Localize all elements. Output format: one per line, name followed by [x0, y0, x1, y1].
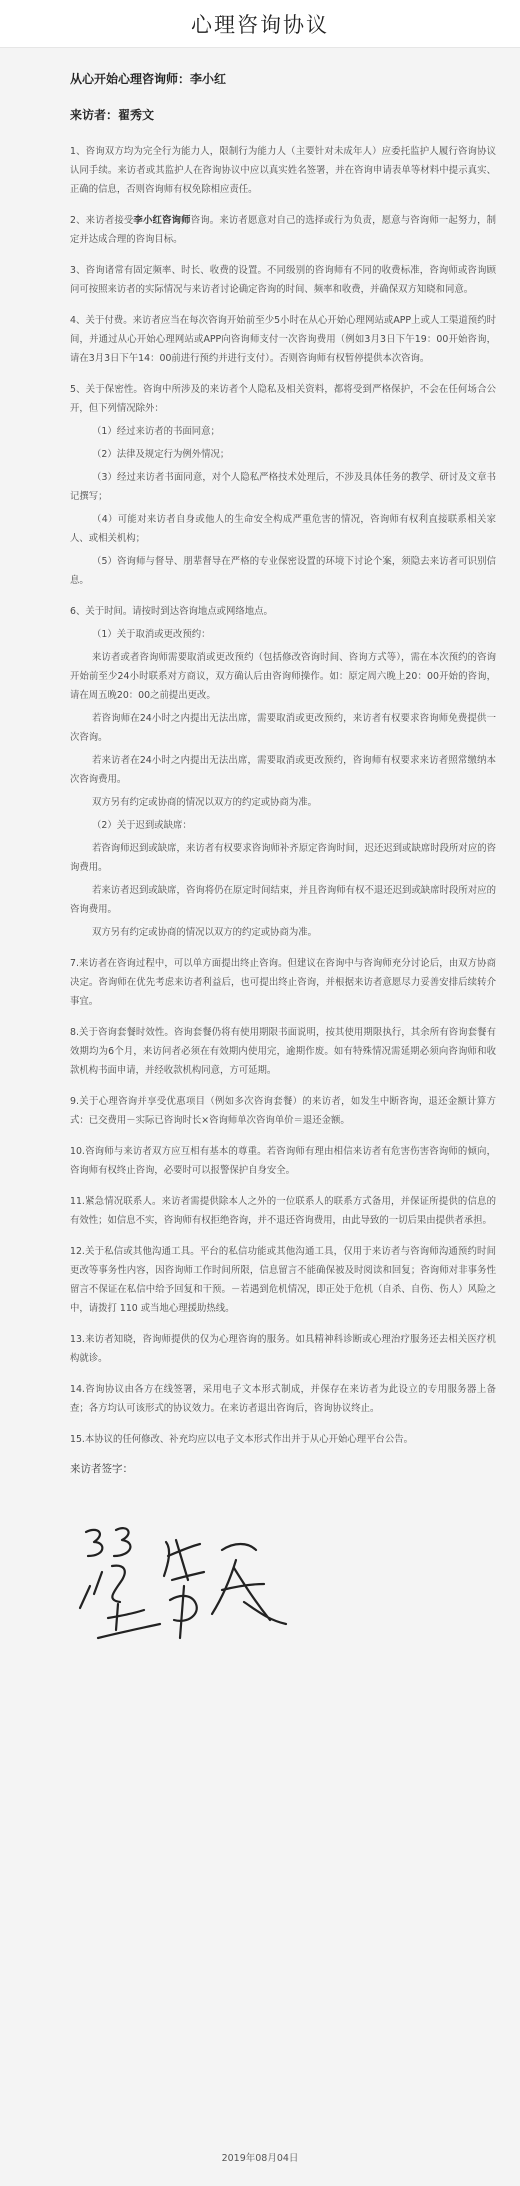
clause-4: 4、关于付费。来访者应当在每次咨询开始前至少5小时在从心开始心理网站或APP上或人工渠道预约时间，并通过从心开始心理网站或APP向咨询师支付一次咨询费用（例如3月3日下午19：00开始咨询，请在3月3日下午14：00前进行预约并进行支付）。否则咨询师有权暂停提供本次咨询。 — [70, 315, 496, 364]
clause-2-prefix: 2、来访者接受 — [70, 215, 134, 226]
clause-6-1-a: 来访者或者咨询师需要取消或更改预约（包括修改咨询时间、咨询方式等），需在本次预约的咨询开始前至少24小时联系对方商议，双方确认后由咨询师操作。如：原定周六晚上20：00开始的咨询，请在周五晚20：00之前提出更改。 — [70, 652, 496, 701]
clause-6-2-a: 若咨询师迟到或缺席，来访者有权要求咨询师补齐原定咨询时间，迟还迟到或缺席时段所对应的咨询费用。 — [70, 843, 496, 873]
clause-6-2-heading: （2）关于迟到或缺席： — [92, 820, 192, 831]
clause-11: 11.紧急情况联系人。来访者需提供除本人之外的一位联系人的联系方式备用，并保证所提供的信息的有效性；如信息不实，咨询师有权拒绝咨询，并不退还咨询费用，由此导致的一切后果由提供者承担。 — [70, 1196, 496, 1226]
clause-8: 8.关于咨询套餐时效性。咨询套餐仍将有使用期限书面说明，按其使用期限执行，其余所有咨询套餐有效期均为6个月，来访问者必须在有效期内使用完，逾期作废。如有特殊情况需延期必须向咨询师和收款机构书面申请，并经收款机构同意，方可延期。 — [70, 1027, 496, 1076]
clause-14: 14.咨询协议由各方在线签署，采用电子文本形式制成，并保存在来访者为此设立的专用服务器上备查；各方均认可该形式的协议效力。在来访者退出咨询后，咨询协议终止。 — [70, 1384, 496, 1414]
clause-5-item-2: （2）法律及规定行为例外情况； — [92, 449, 230, 460]
signature-label: 来访者签字： — [70, 1463, 133, 1475]
clause-9: 9.关于心理咨询并享受优惠项目（例如多次咨询套餐）的来访者，如发生中断咨询，退还金额计算方式：已交费用－实际已咨询时长×咨询师单次咨询单价＝退还金额。 — [70, 1096, 496, 1126]
visitor-line: 来访者：翟秀文 — [70, 108, 155, 122]
clause-15: 15.本协议的任何修改、补充均应以电子文本形式作出并于从心开始心理平台公告。 — [70, 1434, 414, 1445]
clause-2 — [70, 211, 496, 249]
agreement-content — [0, 48, 520, 1654]
clause-6-1-c: 若来访者在24小时之内提出无法出席，需要取消或更改预约，咨询师有权要求来访者照常缴纳本次咨询费用。 — [70, 755, 496, 785]
clause-10: 10.咨询师与来访者双方应互相有基本的尊重。若咨询师有理由相信来访者有危害伤害咨询师的倾向，咨询师有权终止咨询，必要时可以报警保护自身安全。 — [70, 1146, 496, 1176]
clause-5-item-1: （1）经过来访者的书面同意； — [92, 426, 220, 437]
clause-13: 13.来访者知晓，咨询师提供的仅为心理咨询的服务。如具精神科诊断或心理治疗服务还去相关医疗机构就诊。 — [70, 1334, 496, 1364]
clause-6: 6、关于时间。请按时到达咨询地点或网络地点。 — [70, 606, 273, 617]
counselor-line: 从心开始心理咨询师：李小红 — [70, 72, 227, 86]
header-bar — [0, 0, 520, 48]
clause-6-1-b: 若咨询师在24小时之内提出无法出席，需要取消或更改预约，来访者有权要求咨询师免费提供一次咨询。 — [70, 713, 496, 743]
clause-5-item-5: （5）咨询师与督导、朋辈督导在严格的专业保密设置的环境下讨论个案，须隐去来访者可识别信息。 — [70, 556, 496, 586]
clause-6-1-heading: （1）关于取消或更改预约： — [92, 629, 211, 640]
clause-5-item-3: （3）经过来访者书面同意，对个人隐私严格技术处理后，不涉及具体任务的教学、研讨及文章书记撰写； — [70, 472, 496, 502]
clause-7: 7.来访者在咨询过程中，可以单方面提出终止咨询。但建议在咨询中与咨询师充分讨论后，由双方协商决定。咨询师在优先考虑来访者利益后，也可提出终止咨询，并根据来访者意愿尽力妥善安排后续转介事宜。 — [70, 958, 496, 1007]
handwritten-signature — [72, 1520, 302, 1650]
clause-12: 12.关于私信或其他沟通工具。平台的私信功能或其他沟通工具，仅用于来访者与咨询师沟通预约时间更改等事务性内容，因咨询师工作时间所限，信息留言不能确保被及时阅读和回复；咨询师对非事务性留言不保证在私信中给予回复和干预。－若遇到危机情况，即正处于危机（自杀、自伤、伤人）风险之中，请拨打 110 或当地心理援助热线。 — [70, 1246, 496, 1314]
clause-3: 3、咨询诸常有固定频率、时长、收费的设置。不同级别的咨询师有不同的收费标准，咨询师或咨询顾问可按照来访者的实际情况与来访者讨论确定咨询的时间、频率和收费，并确保双方知晓和同意。 — [70, 265, 496, 295]
clause-5: 5、关于保密性。咨询中所涉及的来访者个人隐私及相关资料，都将受到严格保护，不会在任何场合公开，但下列情况除外： — [70, 384, 496, 414]
page-title: 心理咨询协议 — [191, 12, 329, 37]
clause-6-1-d: 双方另有约定或协商的情况以双方的约定或协商为准。 — [92, 797, 318, 808]
counselor-name-inline: 李小红咨询师 — [133, 215, 191, 226]
clause-6-2-c: 双方另有约定或协商的情况以双方的约定或协商为准。 — [92, 927, 318, 938]
clause-6-2-b: 若来访者迟到或缺席，咨询将仍在原定时间结束，并且咨询师有权不退还迟到或缺席时段所对应的咨询费用。 — [70, 885, 496, 915]
clause-1: 1、咨询双方均为完全行为能力人，限制行为能力人（主要针对未成年人）应委托监护人履行咨询协议认同手续。来访者或其监护人在咨询协议中应以真实姓名签署，并在咨询申请表单等材料中提示真实、正确的信息，否则咨询师有权免除相应责任。 — [70, 146, 496, 195]
clause-2-suffix: 咨询。来访者愿意对自己的选择或行为负责，愿意与咨询师一起努力，制定并达成合理的咨询目标。 — [70, 215, 496, 245]
clause-5-item-4: （4）可能对来访者自身或他人的生命安全构成严重危害的情况，咨询师有权利直接联系相关家人、或相关机构； — [70, 514, 496, 544]
sign-date: 2019年08月04日 — [221, 2153, 299, 2164]
